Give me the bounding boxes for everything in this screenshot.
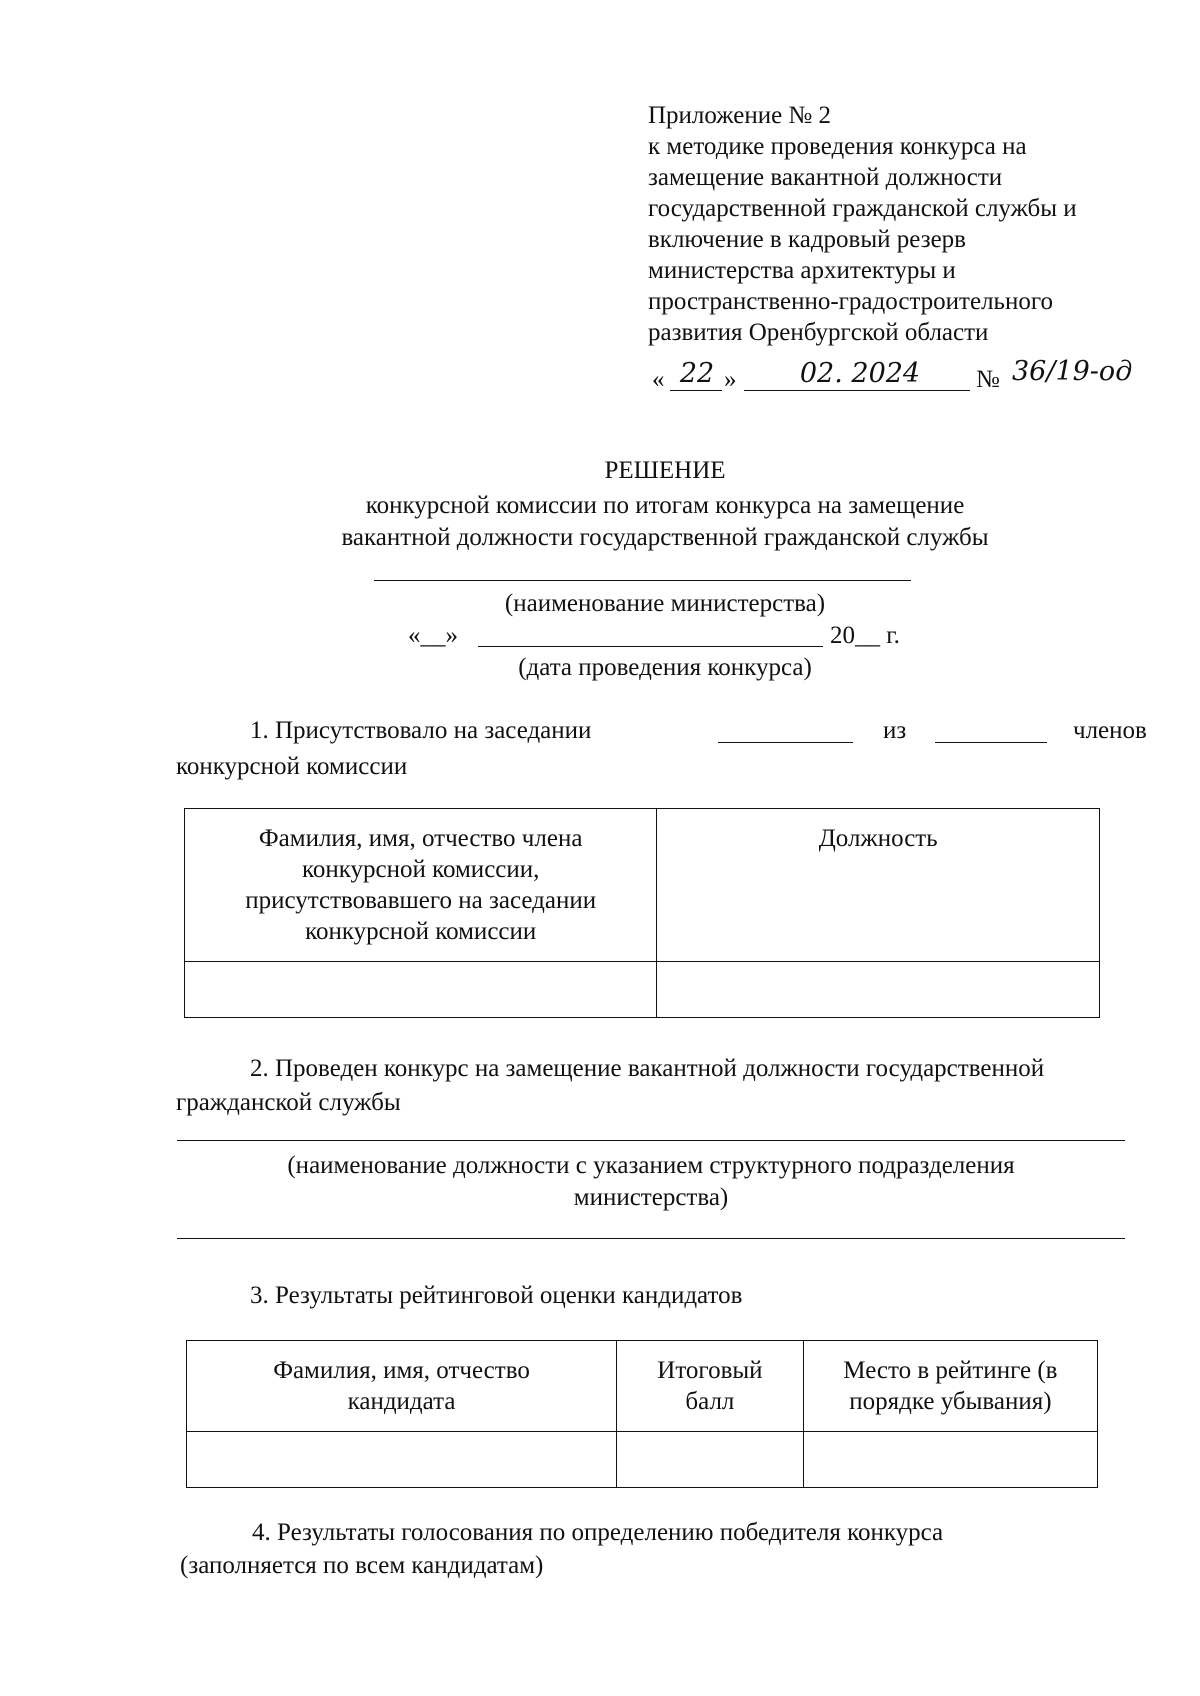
contest-date-caption: (дата проведения конкурса) xyxy=(518,654,812,681)
section2-text-line1: 2. Проведен конкурс на замещение вакантной должности государственной xyxy=(250,1055,1045,1082)
section4-text-line2: (заполняется по всем кандидатам) xyxy=(180,1552,544,1579)
date-open-quote: « xyxy=(652,366,665,393)
table-header-row xyxy=(185,809,1100,962)
header-candidate-name: Фамилия, имя, отчество кандидата xyxy=(187,1341,617,1432)
contest-date-line xyxy=(478,646,823,647)
appendix-line-6: пространственно-градостроительного xyxy=(648,288,1053,315)
appendix-line-1: к методике проведения конкурса на xyxy=(648,133,1027,160)
document-subtitle-line-1: конкурсной комиссии по итогам конкурса на замещение xyxy=(365,492,965,519)
header-member-name: Фамилия, имя, отчество члена конкурсной комиссии, присутствовавшего на заседании конкурсной комиссии xyxy=(185,809,657,962)
appendix-number: Приложение № 2 xyxy=(648,102,832,129)
present-count-line xyxy=(718,742,853,743)
contest-date-year: 20__ г. xyxy=(830,622,900,649)
appendix-block xyxy=(648,100,1158,348)
month-year-underline xyxy=(744,390,970,391)
handwritten-day: 22 xyxy=(679,358,715,389)
appendix-line-5: министерства архитектуры и xyxy=(648,257,956,284)
section1-text-part1: 1. Присутствовало на заседании xyxy=(250,717,592,744)
candidate-name-cell xyxy=(187,1432,617,1488)
rating-place-cell xyxy=(803,1432,1097,1488)
appendix-line-4: включение в кадровый резерв xyxy=(648,226,966,253)
commission-members-table xyxy=(184,808,1100,1018)
table-header-row xyxy=(187,1341,1098,1432)
handwritten-doc-number: 36/19-од xyxy=(1012,356,1133,387)
total-count-line xyxy=(935,742,1047,743)
table-row xyxy=(187,1432,1098,1488)
candidate-rating-table xyxy=(186,1340,1098,1488)
total-score-cell xyxy=(617,1432,804,1488)
document-subtitle-line-2: вакантной должности государственной гражданской службы xyxy=(341,524,989,551)
member-position-cell xyxy=(657,962,1100,1018)
table-row xyxy=(185,962,1100,1018)
day-underline xyxy=(670,390,722,391)
contest-date-day: «__» xyxy=(408,622,458,649)
position-name-line xyxy=(177,1140,1125,1141)
section1-text-from: из xyxy=(883,717,907,744)
header-position: Должность xyxy=(657,809,1100,962)
position-caption-line1: (наименование должности с указанием структурного подразделения xyxy=(287,1152,1015,1179)
header-total-score: Итоговый балл xyxy=(617,1341,804,1432)
document-title: РЕШЕНИЕ xyxy=(604,457,726,484)
date-close-quote: » xyxy=(724,366,737,393)
ministry-name-line xyxy=(374,580,911,581)
section3-text: 3. Результаты рейтинговой оценки кандидатов xyxy=(250,1282,743,1309)
section1-text-members: членов xyxy=(1073,717,1147,744)
header-rating-place: Место в рейтинге (в порядке убывания) xyxy=(803,1341,1097,1432)
position-name-line-2 xyxy=(177,1238,1125,1239)
number-sign: № xyxy=(976,366,1000,393)
approval-date-row xyxy=(652,356,1162,402)
handwritten-month-year: 02. 2024 xyxy=(799,358,921,389)
section1-text-line2: конкурсной комиссии xyxy=(176,753,408,780)
ministry-caption: (наименование министерства) xyxy=(504,590,826,617)
section4-text-line1: 4. Результаты голосования по определению победителя конкурса xyxy=(252,1519,944,1546)
appendix-line-3: государственной гражданской службы и xyxy=(648,195,1077,222)
appendix-line-7: развития Оренбургской области xyxy=(648,319,989,346)
position-caption-line2: министерства) xyxy=(573,1184,729,1211)
section2-text-line2: гражданской службы xyxy=(176,1089,401,1116)
appendix-line-2: замещение вакантной должности xyxy=(648,164,1003,191)
member-name-cell xyxy=(185,962,657,1018)
